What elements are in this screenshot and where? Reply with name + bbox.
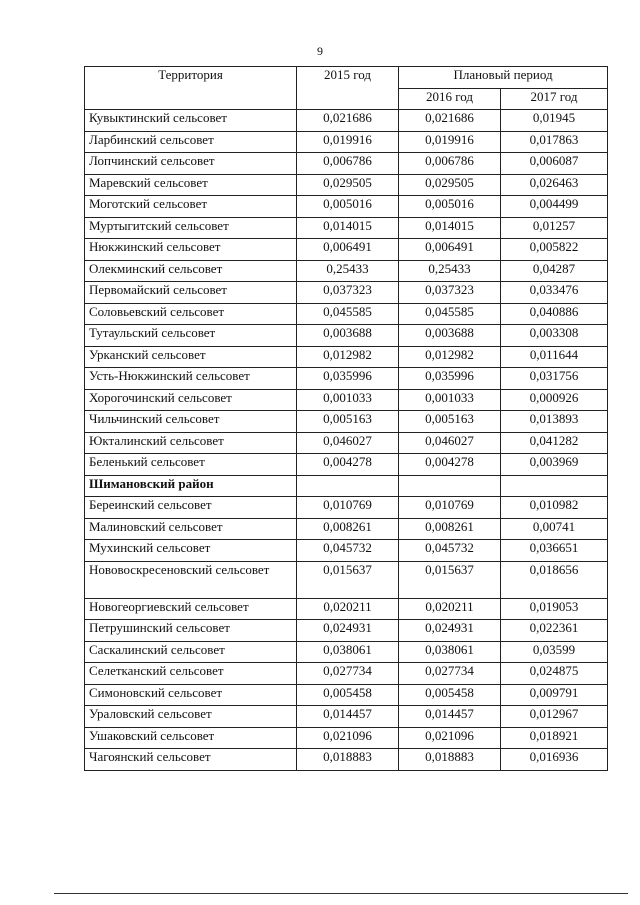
value-2016-cell: 0,010769 [399, 497, 501, 519]
table-row [85, 454, 608, 476]
territory-name-cell: Моготский сельсовет [85, 196, 297, 218]
value-2017-cell: 0,003969 [501, 454, 608, 476]
territory-name-cell: Первомайский сельсовет [85, 282, 297, 304]
value-2015-cell: 0,005458 [297, 684, 399, 706]
table-row [85, 153, 608, 175]
table-row [85, 432, 608, 454]
value-2016-cell: 0,25433 [399, 260, 501, 282]
value-2016-cell: 0,014015 [399, 217, 501, 239]
value-2015-cell: 0,037323 [297, 282, 399, 304]
header-plan-period: Плановый период [399, 67, 608, 89]
table-row [85, 196, 608, 218]
value-2015-cell: 0,006491 [297, 239, 399, 261]
value-2015-cell: 0,038061 [297, 641, 399, 663]
territory-name-cell: Беленький сельсовет [85, 454, 297, 476]
territory-name-cell: Маревский сельсовет [85, 174, 297, 196]
value-2016-cell: 0,045585 [399, 303, 501, 325]
page-bottom-rule [54, 893, 628, 894]
value-2015-cell: 0,006786 [297, 153, 399, 175]
header-territory: Территория [85, 67, 297, 110]
value-2016-cell: 0,020211 [399, 598, 501, 620]
value-2015-cell: 0,010769 [297, 497, 399, 519]
value-2016-cell: 0,005458 [399, 684, 501, 706]
value-2016-cell: 0,018883 [399, 749, 501, 771]
value-2016-cell: 0,024931 [399, 620, 501, 642]
value-2016-cell: 0,035996 [399, 368, 501, 390]
territory-name-cell: Петрушинский сельсовет [85, 620, 297, 642]
value-2017-cell: 0,031756 [501, 368, 608, 390]
table-row [85, 325, 608, 347]
value-2017-cell: 0,036651 [501, 540, 608, 562]
table-row [85, 749, 608, 771]
header-2016: 2016 год [399, 88, 501, 110]
value-2016-cell: 0,029505 [399, 174, 501, 196]
value-2017-cell [501, 475, 608, 497]
territory-name-cell: Урканский сельсовет [85, 346, 297, 368]
value-2017-cell: 0,040886 [501, 303, 608, 325]
table-row [85, 217, 608, 239]
value-2015-cell: 0,018883 [297, 749, 399, 771]
territory-name-cell: Чильчинский сельсовет [85, 411, 297, 433]
value-2015-cell [297, 475, 399, 497]
value-2016-cell: 0,005163 [399, 411, 501, 433]
territory-name-cell: Хорогочинский сельсовет [85, 389, 297, 411]
table-row [85, 282, 608, 304]
value-2015-cell: 0,004278 [297, 454, 399, 476]
value-2015-cell: 0,045585 [297, 303, 399, 325]
value-2017-cell: 0,018921 [501, 727, 608, 749]
territory-name-cell: Лопчинский сельсовет [85, 153, 297, 175]
value-2015-cell: 0,005163 [297, 411, 399, 433]
territory-name-cell: Мухинский сельсовет [85, 540, 297, 562]
territory-name-cell: Новогеоргиевский сельсовет [85, 598, 297, 620]
value-2015-cell: 0,046027 [297, 432, 399, 454]
territory-name-cell: Нововоскресеновский сельсовет [85, 561, 297, 598]
value-2015-cell: 0,045732 [297, 540, 399, 562]
value-2017-cell: 0,006087 [501, 153, 608, 175]
territory-table [84, 66, 608, 771]
value-2016-cell: 0,019916 [399, 131, 501, 153]
value-2015-cell: 0,008261 [297, 518, 399, 540]
value-2017-cell: 0,041282 [501, 432, 608, 454]
territory-name-cell: Тутаульский сельсовет [85, 325, 297, 347]
table-header [85, 67, 608, 110]
value-2017-cell: 0,018656 [501, 561, 608, 598]
territory-name-cell: Береинский сельсовет [85, 497, 297, 519]
value-2017-cell: 0,017863 [501, 131, 608, 153]
value-2016-cell: 0,006786 [399, 153, 501, 175]
value-2015-cell: 0,015637 [297, 561, 399, 598]
value-2015-cell: 0,012982 [297, 346, 399, 368]
value-2017-cell: 0,009791 [501, 684, 608, 706]
table-row [85, 598, 608, 620]
table-row [85, 641, 608, 663]
value-2016-cell: 0,045732 [399, 540, 501, 562]
territory-name-cell: Олекминский сельсовет [85, 260, 297, 282]
value-2017-cell: 0,010982 [501, 497, 608, 519]
header-2017: 2017 год [501, 88, 608, 110]
territory-name-cell: Муртыгитский сельсовет [85, 217, 297, 239]
table-row [85, 620, 608, 642]
table-row [85, 727, 608, 749]
value-2016-cell: 0,001033 [399, 389, 501, 411]
table-row [85, 239, 608, 261]
territory-name-cell: Соловьевский сельсовет [85, 303, 297, 325]
value-2016-cell: 0,038061 [399, 641, 501, 663]
value-2017-cell: 0,03599 [501, 641, 608, 663]
value-2015-cell: 0,020211 [297, 598, 399, 620]
territory-name-cell: Чагоянский сельсовет [85, 749, 297, 771]
territory-name-cell: Нюкжинский сельсовет [85, 239, 297, 261]
value-2016-cell: 0,027734 [399, 663, 501, 685]
table-row [85, 346, 608, 368]
territory-name-cell: Ларбинский сельсовет [85, 131, 297, 153]
territory-name-cell: Ушаковский сельсовет [85, 727, 297, 749]
value-2017-cell: 0,024875 [501, 663, 608, 685]
value-2016-cell: 0,046027 [399, 432, 501, 454]
value-2015-cell: 0,035996 [297, 368, 399, 390]
table-row [85, 411, 608, 433]
value-2015-cell: 0,021096 [297, 727, 399, 749]
value-2017-cell: 0,003308 [501, 325, 608, 347]
value-2017-cell: 0,000926 [501, 389, 608, 411]
value-2015-cell: 0,003688 [297, 325, 399, 347]
table-row [85, 518, 608, 540]
table-row [85, 389, 608, 411]
value-2016-cell: 0,021096 [399, 727, 501, 749]
value-2015-cell: 0,021686 [297, 110, 399, 132]
value-2015-cell: 0,014457 [297, 706, 399, 728]
territory-name-cell: Шимановский район [85, 475, 297, 497]
value-2017-cell: 0,016936 [501, 749, 608, 771]
value-2017-cell: 0,019053 [501, 598, 608, 620]
value-2015-cell: 0,024931 [297, 620, 399, 642]
value-2015-cell: 0,019916 [297, 131, 399, 153]
table-row [85, 706, 608, 728]
value-2016-cell: 0,008261 [399, 518, 501, 540]
header-2015: 2015 год [297, 67, 399, 110]
value-2017-cell: 0,01945 [501, 110, 608, 132]
value-2015-cell: 0,005016 [297, 196, 399, 218]
table-row [85, 684, 608, 706]
territory-name-cell: Селетканский сельсовет [85, 663, 297, 685]
territory-name-cell: Малиновский сельсовет [85, 518, 297, 540]
value-2017-cell: 0,022361 [501, 620, 608, 642]
table-row [85, 368, 608, 390]
value-2016-cell: 0,003688 [399, 325, 501, 347]
value-2017-cell: 0,033476 [501, 282, 608, 304]
value-2016-cell [399, 475, 501, 497]
section-row [85, 475, 608, 497]
value-2017-cell: 0,04287 [501, 260, 608, 282]
value-2017-cell: 0,00741 [501, 518, 608, 540]
table-row [85, 540, 608, 562]
value-2015-cell: 0,25433 [297, 260, 399, 282]
value-2016-cell: 0,006491 [399, 239, 501, 261]
table-body [85, 110, 608, 771]
page-number: 9 [317, 44, 323, 58]
value-2016-cell: 0,005016 [399, 196, 501, 218]
territory-name-cell: Усть-Нюкжинский сельсовет [85, 368, 297, 390]
value-2017-cell: 0,011644 [501, 346, 608, 368]
territory-name-cell: Симоновский сельсовет [85, 684, 297, 706]
territory-name-cell: Юкталинский сельсовет [85, 432, 297, 454]
value-2016-cell: 0,015637 [399, 561, 501, 598]
value-2016-cell: 0,014457 [399, 706, 501, 728]
territory-name-cell: Саскалинский сельсовет [85, 641, 297, 663]
table-row [85, 663, 608, 685]
value-2017-cell: 0,026463 [501, 174, 608, 196]
value-2015-cell: 0,027734 [297, 663, 399, 685]
value-2017-cell: 0,004499 [501, 196, 608, 218]
value-2016-cell: 0,037323 [399, 282, 501, 304]
territory-name-cell: Ураловский сельсовет [85, 706, 297, 728]
value-2016-cell: 0,012982 [399, 346, 501, 368]
table-row [85, 131, 608, 153]
table-row [85, 260, 608, 282]
table-row [85, 110, 608, 132]
value-2015-cell: 0,001033 [297, 389, 399, 411]
value-2016-cell: 0,004278 [399, 454, 501, 476]
value-2017-cell: 0,012967 [501, 706, 608, 728]
value-2017-cell: 0,013893 [501, 411, 608, 433]
table-row [85, 174, 608, 196]
table-row [85, 303, 608, 325]
value-2017-cell: 0,01257 [501, 217, 608, 239]
value-2017-cell: 0,005822 [501, 239, 608, 261]
table-row [85, 497, 608, 519]
value-2016-cell: 0,021686 [399, 110, 501, 132]
value-2015-cell: 0,029505 [297, 174, 399, 196]
territory-name-cell: Кувыктинский сельсовет [85, 110, 297, 132]
table-row [85, 561, 608, 598]
value-2015-cell: 0,014015 [297, 217, 399, 239]
